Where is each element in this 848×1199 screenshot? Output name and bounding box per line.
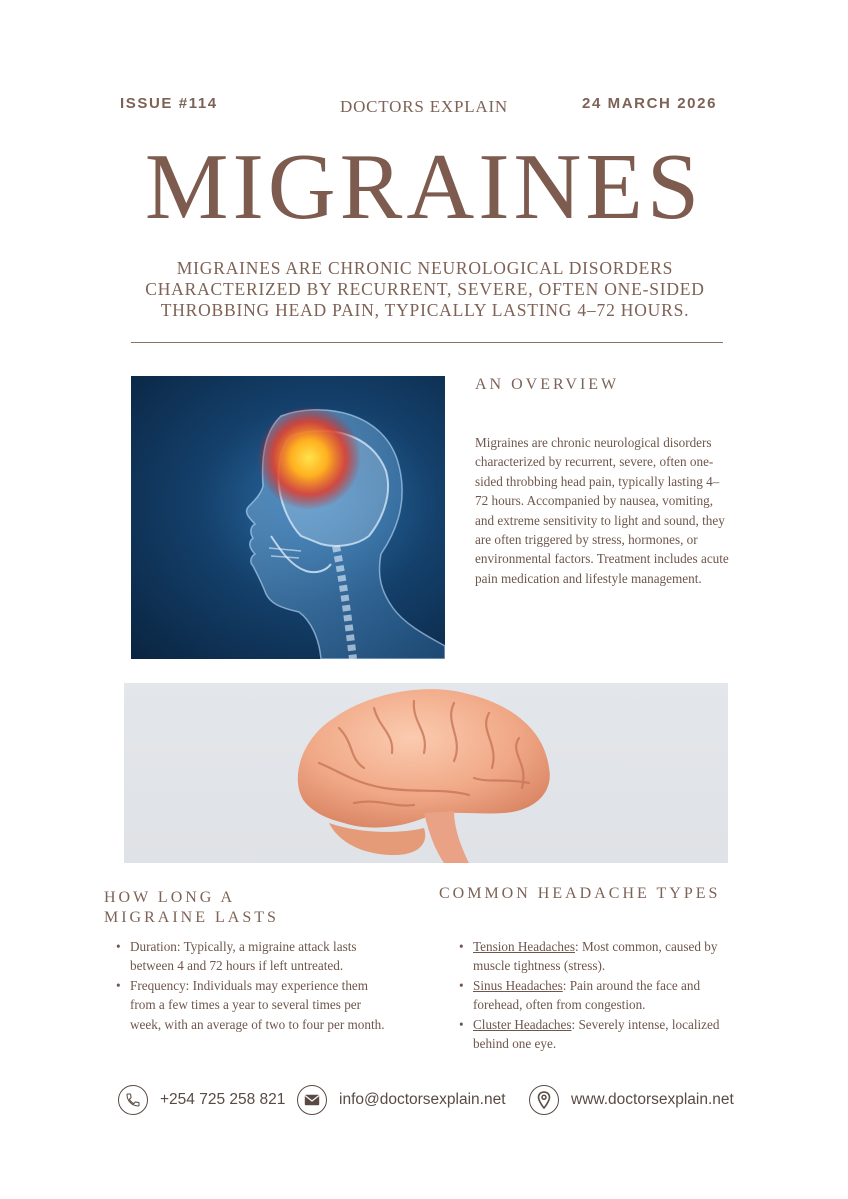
types-heading: COMMON HEADACHE TYPES	[439, 885, 721, 902]
xray-head-image	[131, 376, 445, 659]
list-item: • Duration: Typically, a migraine attack lasts between 4 and 72 hours if left untreated.	[114, 937, 394, 976]
envelope-icon	[297, 1085, 327, 1115]
divider	[131, 342, 723, 343]
type-term-link[interactable]: Cluster Headaches	[473, 1016, 572, 1032]
list-item: • Frequency: Individuals may experience them from a few times a year to several times per week, with an average of two to four per month.	[114, 976, 394, 1034]
type-description: : Severely intense, localized behind one eye.	[473, 1016, 720, 1052]
brain-model-image	[124, 683, 728, 863]
duration-heading-line2: MIGRAINE LASTS	[104, 909, 279, 926]
phone-number: +254 725 258 821	[160, 1091, 286, 1108]
footer-email[interactable]	[297, 1084, 506, 1116]
type-term-link[interactable]: Sinus Headaches	[473, 977, 563, 993]
list-item	[457, 1015, 747, 1054]
type-description: : Pain around the face and forehead, often from congestion.	[473, 977, 701, 1013]
issue-date: 24 MARCH 2026	[582, 95, 718, 112]
footer-website[interactable]	[529, 1084, 734, 1116]
page-title: MIGRAINES	[144, 135, 704, 239]
types-list	[457, 937, 747, 1053]
website-url: www.doctorsexplain.net	[571, 1091, 734, 1108]
page-subtitle: MIGRAINES ARE CHRONIC NEUROLOGICAL DISORDERS CHARACTERIZED BY RECURRENT, SEVERE, OFTEN ONE-SIDED THROBBING HEAD PAIN, TYPICALLY LASTING 4–72 HOURS.	[145, 258, 705, 320]
list-item	[457, 937, 747, 976]
email-address: info@doctorsexplain.net	[339, 1091, 506, 1108]
duration-list	[114, 937, 394, 1034]
type-description: : Most common, caused by muscle tightness (stress).	[473, 939, 718, 974]
type-term-link[interactable]: Tension Headaches	[473, 939, 575, 954]
location-pin-icon	[529, 1085, 559, 1115]
issue-number: ISSUE #114	[120, 95, 218, 112]
phone-icon	[118, 1085, 148, 1115]
footer-phone[interactable]	[118, 1084, 285, 1116]
list-item	[457, 976, 747, 1015]
duration-heading	[104, 888, 279, 928]
overview-heading: AN OVERVIEW	[475, 376, 620, 393]
brand-name: DOCTORS EXPLAIN	[340, 97, 509, 116]
overview-body: Migraines are chronic neurological disorders characterized by recurrent, severe, often one-sided throbbing head pain, typically lasting 4–72 hours. Accompanied by nausea, vomiting, and extreme sensitivity to light and sound, they are often triggered by stress, hormones, or environmental factors. Treatment includes acute pain medication and lifestyle management.	[475, 435, 729, 586]
duration-heading-line1: HOW LONG A	[104, 889, 236, 906]
